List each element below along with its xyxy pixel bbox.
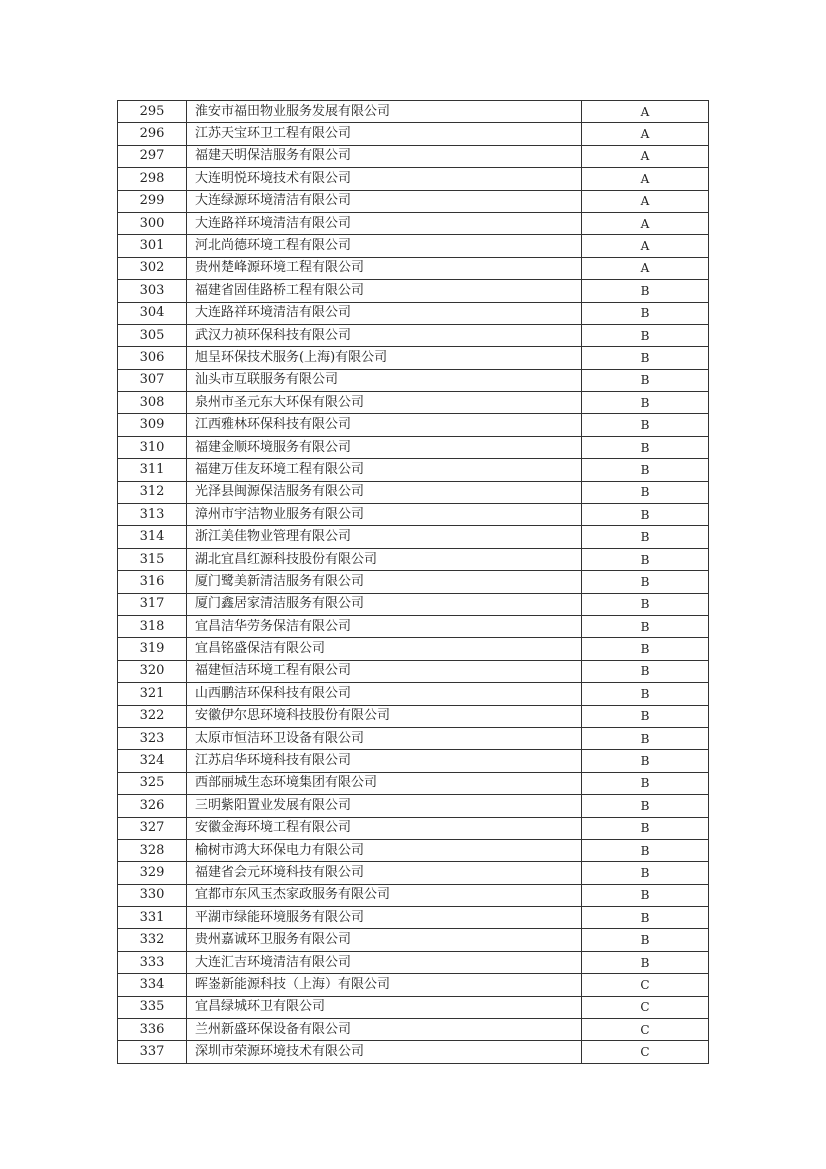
row-number: 321	[118, 683, 187, 705]
company-name: 湖北宜昌红源科技股份有限公司	[187, 548, 582, 570]
company-name: 山西鹏洁环保科技有限公司	[187, 683, 582, 705]
credit-grade: B	[582, 324, 709, 346]
company-name: 厦门鹭美新清洁服务有限公司	[187, 571, 582, 593]
company-name: 晖崟新能源科技（上海）有限公司	[187, 974, 582, 996]
table-row	[118, 347, 709, 369]
credit-grade: B	[582, 839, 709, 861]
row-number: 334	[118, 974, 187, 996]
table-row	[118, 727, 709, 749]
table-row	[118, 145, 709, 167]
row-number: 309	[118, 414, 187, 436]
table-row	[118, 504, 709, 526]
company-name: 贵州嘉诚环卫服务有限公司	[187, 929, 582, 951]
row-number: 315	[118, 548, 187, 570]
table-row	[118, 280, 709, 302]
table-row	[118, 212, 709, 234]
company-name: 光泽县闽源保洁服务有限公司	[187, 481, 582, 503]
row-number: 337	[118, 1041, 187, 1063]
table-row	[118, 571, 709, 593]
table-row	[118, 683, 709, 705]
credit-grade: B	[582, 683, 709, 705]
table-row	[118, 638, 709, 660]
row-number: 317	[118, 593, 187, 615]
row-number: 307	[118, 369, 187, 391]
table-row	[118, 951, 709, 973]
table-row	[118, 907, 709, 929]
company-name: 河北尚德环境工程有限公司	[187, 235, 582, 257]
table-row	[118, 436, 709, 458]
credit-grade: C	[582, 974, 709, 996]
row-number: 333	[118, 951, 187, 973]
credit-grade: B	[582, 750, 709, 772]
credit-grade: C	[582, 996, 709, 1018]
credit-grade: B	[582, 369, 709, 391]
company-name: 福建万佳友环境工程有限公司	[187, 459, 582, 481]
table-row	[118, 324, 709, 346]
company-name: 淮安市福田物业服务发展有限公司	[187, 101, 582, 123]
table-row	[118, 772, 709, 794]
table-row	[118, 459, 709, 481]
credit-grade: B	[582, 414, 709, 436]
company-name: 平湖市绿能环境服务有限公司	[187, 907, 582, 929]
row-number: 320	[118, 660, 187, 682]
company-name: 贵州楚峰源环境工程有限公司	[187, 257, 582, 279]
credit-grade: B	[582, 280, 709, 302]
credit-grade: B	[582, 727, 709, 749]
credit-grade: B	[582, 548, 709, 570]
credit-grade: B	[582, 459, 709, 481]
credit-grade: C	[582, 1041, 709, 1063]
credit-grade: A	[582, 212, 709, 234]
table-row	[118, 884, 709, 906]
table-row	[118, 414, 709, 436]
row-number: 330	[118, 884, 187, 906]
company-name: 宜昌绿城环卫有限公司	[187, 996, 582, 1018]
credit-grade: A	[582, 257, 709, 279]
company-name: 江西雅林环保科技有限公司	[187, 414, 582, 436]
row-number: 302	[118, 257, 187, 279]
credit-grade: B	[582, 504, 709, 526]
credit-grade: C	[582, 1019, 709, 1041]
credit-grade: B	[582, 660, 709, 682]
table-row	[118, 302, 709, 324]
company-name: 厦门鑫居家清洁服务有限公司	[187, 593, 582, 615]
table-row	[118, 235, 709, 257]
credit-grade: A	[582, 168, 709, 190]
credit-grade: B	[582, 817, 709, 839]
credit-grade: B	[582, 638, 709, 660]
row-number: 303	[118, 280, 187, 302]
credit-grade: A	[582, 145, 709, 167]
credit-grade: A	[582, 101, 709, 123]
row-number: 313	[118, 504, 187, 526]
credit-grade: B	[582, 907, 709, 929]
company-name: 福建省会元环境科技有限公司	[187, 862, 582, 884]
row-number: 311	[118, 459, 187, 481]
credit-grade: B	[582, 795, 709, 817]
company-name: 泉州市圣元东大环保有限公司	[187, 392, 582, 414]
credit-grade: B	[582, 481, 709, 503]
company-name: 大连路祥环境清洁有限公司	[187, 302, 582, 324]
row-number: 295	[118, 101, 187, 123]
company-name: 江苏启华环境科技有限公司	[187, 750, 582, 772]
table-row	[118, 839, 709, 861]
company-name: 汕头市互联服务有限公司	[187, 369, 582, 391]
credit-grade: B	[582, 929, 709, 951]
credit-grade: B	[582, 862, 709, 884]
table-row	[118, 974, 709, 996]
company-name: 大连明悦环境技术有限公司	[187, 168, 582, 190]
company-name: 宜昌铭盛保洁有限公司	[187, 638, 582, 660]
credit-grade: B	[582, 526, 709, 548]
row-number: 308	[118, 392, 187, 414]
company-name: 西部丽城生态环境集团有限公司	[187, 772, 582, 794]
company-grade-table	[117, 100, 709, 1064]
row-number: 312	[118, 481, 187, 503]
company-name: 太原市恒洁环卫设备有限公司	[187, 727, 582, 749]
credit-grade: A	[582, 190, 709, 212]
table-row	[118, 369, 709, 391]
company-name: 福建恒洁环境工程有限公司	[187, 660, 582, 682]
table-row	[118, 929, 709, 951]
company-name: 安徽金海环境工程有限公司	[187, 817, 582, 839]
table-row	[118, 548, 709, 570]
table-row	[118, 660, 709, 682]
credit-grade: B	[582, 593, 709, 615]
company-name: 旭呈环保技术服务(上海)有限公司	[187, 347, 582, 369]
credit-grade: B	[582, 884, 709, 906]
row-number: 306	[118, 347, 187, 369]
row-number: 325	[118, 772, 187, 794]
table-row	[118, 862, 709, 884]
table-row	[118, 101, 709, 123]
table-row	[118, 750, 709, 772]
row-number: 304	[118, 302, 187, 324]
table-row	[118, 392, 709, 414]
company-name: 安徽伊尔思环境科技股份有限公司	[187, 705, 582, 727]
row-number: 310	[118, 436, 187, 458]
table-row	[118, 526, 709, 548]
table-row	[118, 257, 709, 279]
company-name: 深圳市荣源环境技术有限公司	[187, 1041, 582, 1063]
credit-grade: B	[582, 705, 709, 727]
row-number: 328	[118, 839, 187, 861]
row-number: 319	[118, 638, 187, 660]
row-number: 336	[118, 1019, 187, 1041]
table-row	[118, 481, 709, 503]
credit-grade: A	[582, 123, 709, 145]
table-row	[118, 593, 709, 615]
table-row	[118, 190, 709, 212]
company-name: 福建金顺环境服务有限公司	[187, 436, 582, 458]
company-name: 漳州市宇洁物业服务有限公司	[187, 504, 582, 526]
row-number: 332	[118, 929, 187, 951]
row-number: 324	[118, 750, 187, 772]
row-number: 327	[118, 817, 187, 839]
credit-grade: B	[582, 347, 709, 369]
credit-grade: B	[582, 772, 709, 794]
company-name: 大连绿源环境清洁有限公司	[187, 190, 582, 212]
company-name: 三明紫阳置业发展有限公司	[187, 795, 582, 817]
row-number: 316	[118, 571, 187, 593]
row-number: 326	[118, 795, 187, 817]
row-number: 301	[118, 235, 187, 257]
row-number: 298	[118, 168, 187, 190]
company-name: 宜昌洁华劳务保洁有限公司	[187, 615, 582, 637]
row-number: 296	[118, 123, 187, 145]
table-row	[118, 123, 709, 145]
company-name: 江苏天宝环卫工程有限公司	[187, 123, 582, 145]
table-row	[118, 817, 709, 839]
company-name: 武汉力祯环保科技有限公司	[187, 324, 582, 346]
row-number: 335	[118, 996, 187, 1018]
company-name: 大连汇吉环境清洁有限公司	[187, 951, 582, 973]
company-name: 宜都市东风玉杰家政服务有限公司	[187, 884, 582, 906]
credit-grade: B	[582, 951, 709, 973]
row-number: 323	[118, 727, 187, 749]
row-number: 314	[118, 526, 187, 548]
credit-grade: A	[582, 235, 709, 257]
table-row	[118, 996, 709, 1018]
table-row	[118, 795, 709, 817]
table-row	[118, 1041, 709, 1063]
company-name: 福建天明保洁服务有限公司	[187, 145, 582, 167]
company-name: 兰州新盛环保设备有限公司	[187, 1019, 582, 1041]
row-number: 297	[118, 145, 187, 167]
table-row	[118, 1019, 709, 1041]
row-number: 329	[118, 862, 187, 884]
credit-grade: B	[582, 571, 709, 593]
row-number: 299	[118, 190, 187, 212]
row-number: 305	[118, 324, 187, 346]
row-number: 300	[118, 212, 187, 234]
credit-grade: B	[582, 392, 709, 414]
company-name: 福建省固佳路桥工程有限公司	[187, 280, 582, 302]
table-row	[118, 615, 709, 637]
company-name: 榆树市鸿大环保电力有限公司	[187, 839, 582, 861]
row-number: 331	[118, 907, 187, 929]
row-number: 318	[118, 615, 187, 637]
company-name: 大连路祥环境清洁有限公司	[187, 212, 582, 234]
company-name: 浙江美佳物业管理有限公司	[187, 526, 582, 548]
credit-grade: B	[582, 436, 709, 458]
credit-grade: B	[582, 302, 709, 324]
table-body	[118, 101, 709, 1064]
row-number: 322	[118, 705, 187, 727]
table-row	[118, 705, 709, 727]
table-row	[118, 168, 709, 190]
credit-grade: B	[582, 615, 709, 637]
